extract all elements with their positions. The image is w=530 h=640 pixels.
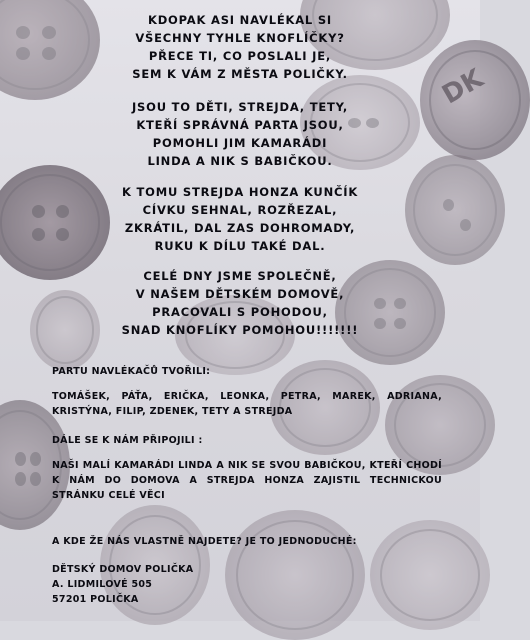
button-image <box>420 40 530 160</box>
poem-stanza-1 <box>70 11 410 83</box>
poem-line: ZKRÁTIL, DAL ZAS DOHROMADY, <box>124 221 356 235</box>
address-line: DĚTSKÝ DOMOV POLIČKA <box>52 564 194 575</box>
poem-line: KDOPAK ASI NAVLÉKAL SI <box>147 13 333 27</box>
poem-line: RUKU K DÍLU TAKÉ DAL. <box>154 239 326 253</box>
joined-text: NAŠI MALÍ KAMARÁDI LINDA A NIK SE SVOU BABIČKOU, KTEŘÍ CHODÍ K NÁM DO DOMOVA A STREJDA HONZA ZAJISTIL TECHNICKOU STRÁNKU CELÉ VĚCI <box>52 460 442 501</box>
poem-line: POMOHLI JIM KAMARÁDI <box>152 136 328 150</box>
poem-line: SNAD KNOFLÍKY POMOHOU!!!!!!! <box>121 323 359 337</box>
poem-line: V NAŠEM DĚTSKÉM DOMOVĚ, <box>135 287 345 301</box>
address-block <box>52 562 442 607</box>
poem-line: SEM K VÁM Z MĚSTA POLIČKY. <box>132 67 348 81</box>
poem-line: LINDA A NIK S BABIČKOU. <box>147 154 333 168</box>
poem-line: KTEŘÍ SPRÁVNÁ PARTA JSOU, <box>136 118 344 132</box>
poem-line: JSOU TO DĚTI, STREJDA, TETY, <box>131 100 349 114</box>
poem-stanza-3 <box>70 183 410 255</box>
button-image <box>405 155 505 265</box>
address-line: 57201 POLIČKA <box>52 594 139 605</box>
poem-line: VŠECHNY TYHLE KNOFLÍČKY? <box>135 31 345 45</box>
poem-line: CELÉ DNY JSME SPOLEČNĚ, <box>143 269 337 283</box>
button-stamp-text: DK <box>437 63 489 111</box>
poem-line: PŘECE TI, CO POSLALI JE, <box>148 49 332 63</box>
location-question: A KDE ŽE NÁS VLASTNĚ NAJDETE? JE TO JEDNODUCHÉ: <box>52 536 357 547</box>
address-line: A. LIDMILOVÉ 505 <box>52 579 153 590</box>
team-names: TOMÁŠEK, PÁŤA, ERIČKA, LEONKA, PETRA, MAREK, ADRIANA, KRISTÝNA, FILIP, ZDENEK, TETY A STREJDA <box>52 391 442 417</box>
poem-stanza-4 <box>70 267 410 339</box>
joined-heading: DÁLE SE K NÁM PŘIPOJILI : <box>52 435 203 446</box>
poem-stanza-2 <box>70 98 410 170</box>
poem-line: PRACOVALI S POHODOU, <box>152 305 328 319</box>
team-heading: PARTU NAVLÉKAČŮ TVOŘILI: <box>52 366 211 377</box>
poem-line: K TOMU STREJDA HONZA KUNČÍK <box>121 185 359 199</box>
poem-line: CÍVKU SEHNAL, ROZŘEZAL, <box>142 203 338 217</box>
